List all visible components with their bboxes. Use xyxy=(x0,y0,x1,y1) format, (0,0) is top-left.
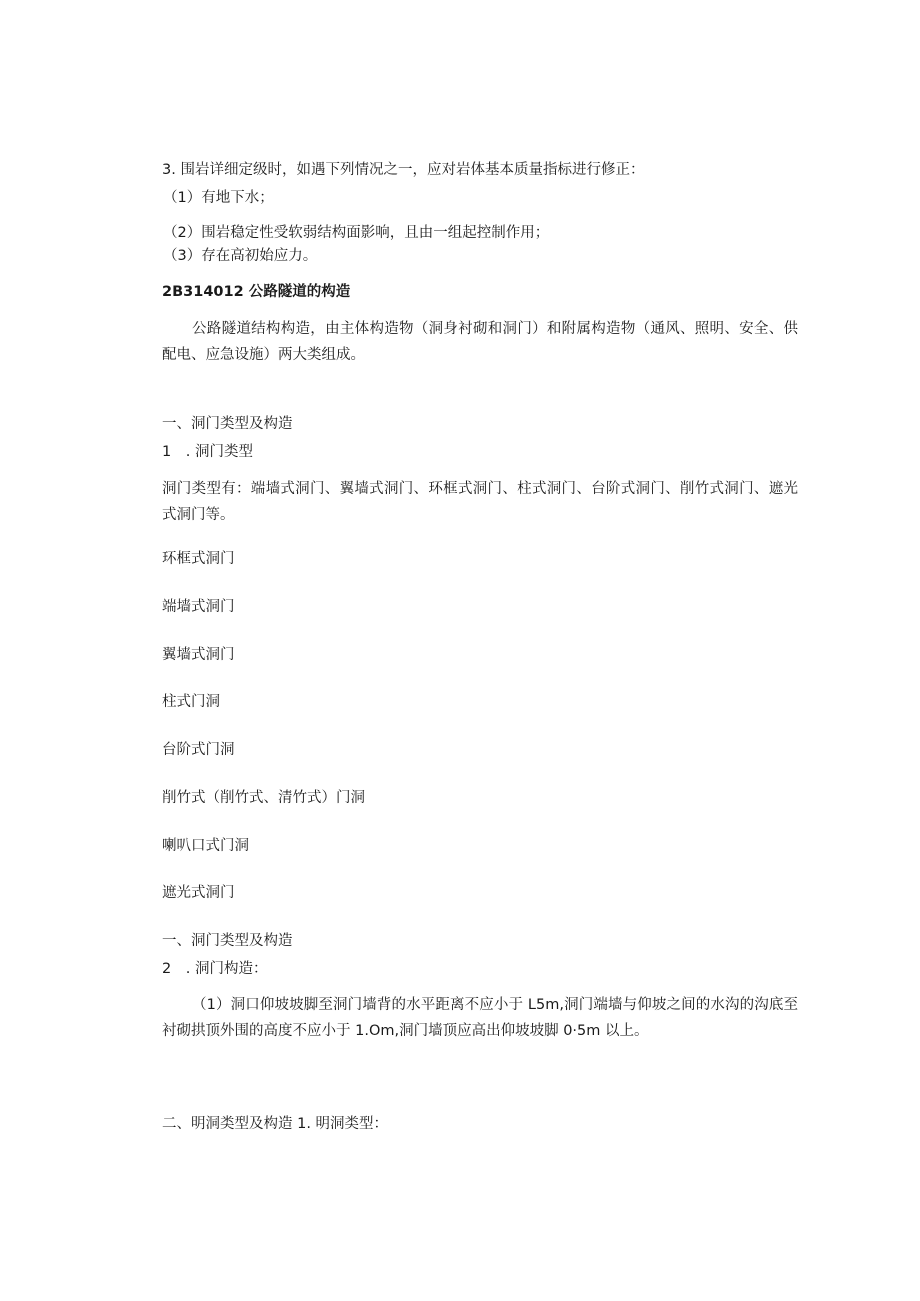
portal-type-item: 削竹式（削竹式、清竹式）门洞 xyxy=(162,790,365,806)
portal-type-item: 翼墙式洞门 xyxy=(162,647,235,663)
rock-grading-item-3: （3）存在高初始应力。 xyxy=(163,248,318,264)
rock-grading-intro: 3. 围岩详细定级时，如遇下列情况之一，应对岩体基本质量指标进行修正： xyxy=(162,162,645,178)
rock-grading-item-1: （1）有地下水； xyxy=(163,190,274,206)
portal-type-item: 遮光式洞门 xyxy=(162,885,235,901)
section-intro-paragraph: 公路隧道结构构造，由主体构造物（洞身衬砌和洞门）和附属构造物（通风、照明、安全、供配电、应急设施）两大类组成。 xyxy=(162,321,798,363)
section-heading: 2B314012 公路隧道的构造 xyxy=(162,284,351,300)
portal-construction-subheading: 2 . 洞门构造： xyxy=(162,961,268,977)
rock-grading-item-2: （2）围岩稳定性受软弱结构面影响，且由一组起控制作用； xyxy=(163,225,550,241)
portal-construction-heading: 一、洞门类型及构造 xyxy=(162,933,293,949)
portal-construction-paragraph: （1）洞口仰坡坡脚至洞门墙背的水平距离不应小于 L5m,洞门端墙与仰坡之间的水沟的沟底至衬砌拱顶外围的高度不应小于 1.Om,洞门墙顶应高出仰坡坡脚 0·5m 以上。 xyxy=(162,997,798,1039)
portal-types-subheading: 1 . 洞门类型 xyxy=(162,444,253,460)
portal-types-heading: 一、洞门类型及构造 xyxy=(162,416,293,432)
portal-type-item: 喇叭口式门洞 xyxy=(162,838,249,854)
portal-type-item: 端墙式洞门 xyxy=(162,599,235,615)
portal-type-item: 柱式门洞 xyxy=(162,694,220,710)
portal-types-description: 洞门类型有：端墙式洞门、翼墙式洞门、环框式洞门、柱式洞门、台阶式洞门、削竹式洞门、遮光式洞门等。 xyxy=(162,481,798,523)
portal-type-item: 台阶式门洞 xyxy=(162,742,235,758)
portal-type-item: 环框式洞门 xyxy=(162,551,235,567)
open-cut-heading: 二、明洞类型及构造 1. 明洞类型： xyxy=(162,1116,389,1132)
